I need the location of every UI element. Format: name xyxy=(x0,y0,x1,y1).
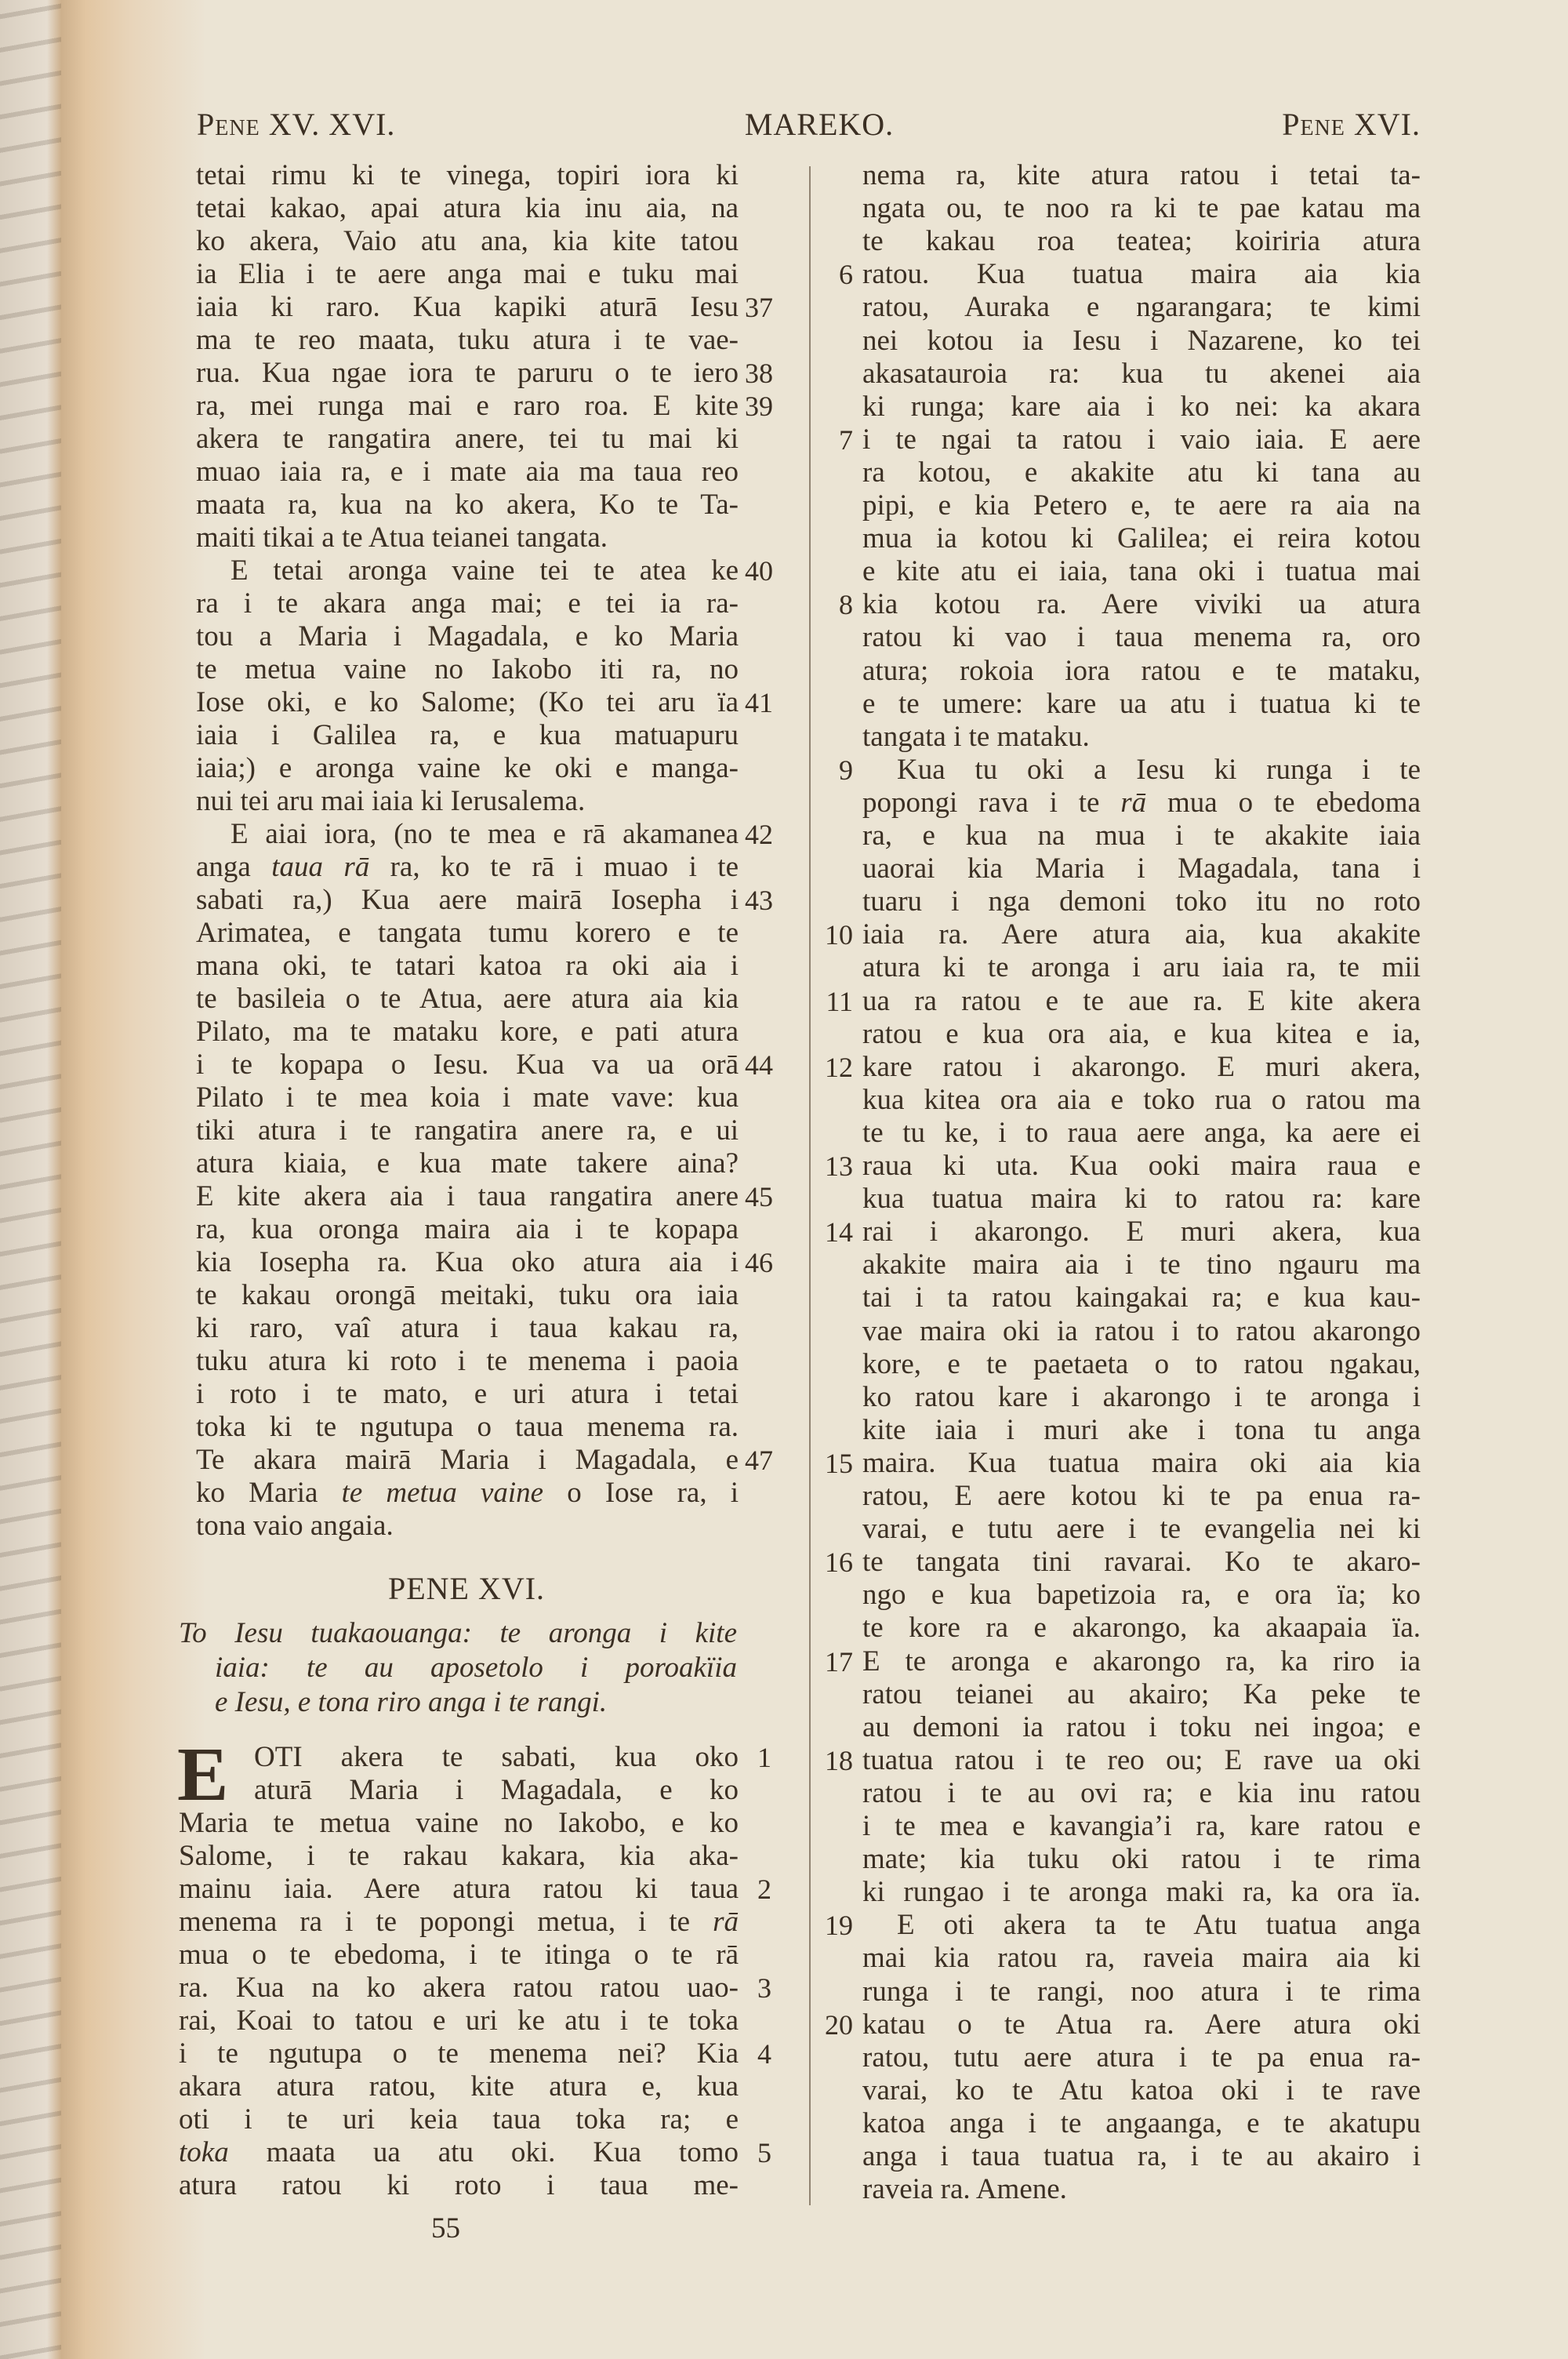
italic-text: te metua vaine xyxy=(341,1477,544,1509)
line-text: ra, mei runga mai e raro roa. E kite xyxy=(196,390,739,422)
line-text: te basileia o te Atua, aere atura aia kia xyxy=(196,983,739,1015)
line-text: tetai rimu ki te vinega, topiri iora ki xyxy=(196,159,739,191)
line-text: toka ki te ngutupa o taua menema ra. xyxy=(196,1411,739,1443)
line-text: tiki atura i te rangatira anere ra, e ui xyxy=(196,1114,739,1147)
line-text: ngo e kua bapetizoia ra, e ora ïa; ko xyxy=(862,1579,1421,1612)
line-text: raveia ra. Amene. xyxy=(862,2173,1067,2206)
verse-number: 8 xyxy=(839,589,853,621)
line-text: te tu ke, i to raua aere anga, ka aere ei xyxy=(862,1116,1421,1149)
line-text: nema ra, kite atura ratou i tetai ta- xyxy=(862,159,1421,191)
line-text: ra. Kua na ko akera ratou ratou uao- xyxy=(179,1972,739,2004)
verse-number: 41 xyxy=(745,687,773,718)
line-text: E aiai iora, (no te mea e rā akamanea xyxy=(230,818,739,850)
line-text xyxy=(196,851,739,884)
line-text: akara atura ratou, kite atura e, kua xyxy=(179,2070,739,2103)
line-text: varai, ko te Atu katoa oki i te rave xyxy=(862,2074,1421,2106)
verse-number: 18 xyxy=(825,1744,853,1776)
verse-number: 38 xyxy=(745,358,773,389)
line-text: oti i te uri keia taua toka ra; e xyxy=(179,2103,739,2135)
italic-text: taua rā xyxy=(271,851,370,883)
line-text: ia Elia i te aere anga mai e tuku mai xyxy=(196,258,739,290)
line-text: sabati ra,) Kua aere mairā Iosepha i xyxy=(196,884,739,916)
line-text: iaia ra. Aere atura aia, kua akakite xyxy=(862,918,1421,951)
line-text xyxy=(179,1906,739,1939)
chapter-summary-line: iaia: te au aposetolo i poroakïia xyxy=(215,1652,737,1684)
line-text: ngata ou, te noo ra ki te pae katau ma xyxy=(862,192,1421,225)
line-text: ratou, E aere kotou ki te pa enua ra- xyxy=(862,1480,1421,1512)
line-text: ratou, Auraka e ngarangara; te kimi xyxy=(862,291,1421,324)
text-segment: ra, ko te rā i muao i te xyxy=(369,851,739,883)
line-text: iaia ki raro. Kua kapiki aturā Iesu xyxy=(196,291,739,323)
line-text: ratou e kua ora aia, e kua kitea e ia, xyxy=(862,1017,1421,1050)
line-text: ra, e kua na mua i te akakite iaia xyxy=(862,820,1421,852)
verse-number: 16 xyxy=(825,1547,853,1579)
line-text: kua kitea ora aia e toko rua o ratou ma xyxy=(862,1083,1421,1116)
verse-number: 19 xyxy=(825,1910,853,1942)
line-text: i te mea e kavangia’i ra, kare ratou e xyxy=(862,1810,1421,1842)
verse-number: 3 xyxy=(757,1972,771,2004)
line-text: ratou teianei au akairo; Ka peke te xyxy=(862,1677,1421,1710)
line-text: ua ra ratou e te aue ra. E kite akera xyxy=(862,984,1421,1017)
line-text: runga i te rangi, noo atura i te rima xyxy=(862,1975,1421,2008)
line-text: katau o te Atua ra. Aere atura oki xyxy=(862,2008,1421,2041)
verse-number: 43 xyxy=(745,885,773,916)
line-text: nui tei aru mai iaia ki Ierusalema. xyxy=(196,785,586,817)
line-text: atura kiaia, e kua mate takere aina? xyxy=(196,1147,739,1180)
line-text: uaorai kia Maria i Magadala, tana i xyxy=(862,852,1421,885)
line-text: mua ia kotou ki Galilea; ei reira kotou xyxy=(862,522,1421,555)
line-text: ki rungao i te aronga maki ra, ka ora ïa. xyxy=(862,1876,1421,1909)
running-head-right xyxy=(1282,107,1421,143)
line-text: Iose oki, e ko Salome; (Ko tei aru ïa xyxy=(196,686,739,718)
line-text: ra kotou, e akakite atu ki tana au xyxy=(862,456,1421,489)
text-segment: menema ra i te popongi metua, i te xyxy=(179,1906,713,1938)
line-text: tuatua ratou i te reo ou; E rave ua oki xyxy=(862,1743,1421,1776)
line-text: mainu iaia. Aere atura ratou ki taua xyxy=(179,1873,739,1905)
line-text: ma te reo maata, tuku atura i te vae- xyxy=(196,324,739,356)
line-text: tuaru i nga demoni toko itu no roto xyxy=(862,885,1421,918)
verse-number: 14 xyxy=(825,1216,853,1249)
line-text: ki raro, vaî atura i taua kakau ra, xyxy=(196,1312,739,1344)
running-head-book-title: MAREKO. xyxy=(744,107,895,142)
line-text: tuku atura ki roto i te menema i paoia xyxy=(196,1345,739,1377)
verse-number: 4 xyxy=(757,2038,771,2070)
italic-text: rā xyxy=(1120,786,1147,819)
line-text: ratou ki vao i taua menema ra, oro xyxy=(862,621,1421,654)
line-text: maira. Kua tuatua maira oki aia kia xyxy=(862,1446,1421,1479)
line-text: rai i akarongo. E muri akera, kua xyxy=(862,1216,1421,1249)
line-text: mai kia ratou ra, raveia maira aia ki xyxy=(862,1942,1421,1975)
line-text: te metua vaine no Iakobo iti ra, no xyxy=(196,653,739,685)
line-text: tetai kakao, apai atura kia inu aia, na xyxy=(196,192,739,224)
line-text: Salome, i te rakau kakara, kia aka- xyxy=(179,1840,739,1872)
line-text: nei kotou ia Iesu i Nazarene, ko tei xyxy=(862,324,1421,357)
line-text: kare ratou i akarongo. E muri akera, xyxy=(862,1050,1421,1083)
italic-text: toka xyxy=(179,2136,229,2168)
line-text: ratou i te au ovi ra; e kia inu ratou xyxy=(862,1776,1421,1809)
line-text: te tangata tini ravarai. Ko te akaro- xyxy=(862,1546,1421,1579)
line-text: te kakau roa teatea; koiriria atura xyxy=(862,225,1421,258)
line-text: i te ngai ta ratou i vaio iaia. E aere xyxy=(862,423,1421,456)
verse-number: 20 xyxy=(825,2008,853,2041)
line-text: E kite akera aia i taua rangatira anere xyxy=(196,1180,739,1212)
verse-number: 40 xyxy=(745,555,773,587)
line-text: mua o te ebedoma, i te itinga o te rā xyxy=(179,1939,739,1971)
line-text: au demoni ia ratou i toku nei ingoa; e xyxy=(862,1710,1421,1743)
running-head-right-pene: Pene xyxy=(1282,107,1345,142)
line-text: E tetai aronga vaine tei te atea ke xyxy=(230,554,739,587)
text-segment: mua o te ebedoma xyxy=(1146,786,1421,819)
page-number: 55 xyxy=(431,2212,460,2245)
verse-number: 11 xyxy=(826,985,853,1017)
line-text: OTI akera te sabati, kua oko xyxy=(254,1741,739,1773)
line-text: tou a Maria i Magadala, e ko Maria xyxy=(196,620,739,652)
line-text: Arimatea, e tangata tumu korero e te xyxy=(196,917,739,949)
verse-number: 39 xyxy=(745,391,773,422)
verse-number: 12 xyxy=(825,1051,853,1083)
line-text: akasatauroia ra: kua tu akenei aia xyxy=(862,357,1421,390)
line-text: raua ki uta. Kua ooki maira raua e xyxy=(862,1150,1421,1182)
line-text: mate; kia tuku oki ratou i te rima xyxy=(862,1843,1421,1876)
line-text xyxy=(196,1477,739,1510)
line-text: kua tuatua maira ki to ratou ra: kare xyxy=(862,1183,1421,1216)
line-text: rua. Kua ngae iora te paruru o te iero xyxy=(196,357,739,389)
line-text: kia kotou ra. Aere viviki ua atura xyxy=(862,588,1421,621)
italic-text: rā xyxy=(713,1906,739,1938)
line-text: Pilato i te mea koia i mate vave: kua xyxy=(196,1081,739,1114)
running-head-left-chapters: XV. XVI. xyxy=(268,107,396,142)
verse-number: 6 xyxy=(839,259,853,291)
text-segment: ko Maria xyxy=(196,1477,342,1509)
verse-number: 7 xyxy=(839,423,853,456)
line-text: varai, e tutu aere i te evangelia nei ki xyxy=(862,1513,1421,1546)
line-text: aturā Maria i Magadala, e ko xyxy=(254,1774,739,1806)
line-text: maiti tikai a te Atua teianei tangata. xyxy=(196,522,608,554)
line-text: mana oki, te tatari katoa ra oki aia i xyxy=(196,950,739,982)
line-text: Kua tu oki a Iesu ki runga i te xyxy=(897,753,1421,786)
verse-number: 37 xyxy=(745,292,773,323)
verse-number: 17 xyxy=(825,1645,853,1677)
line-text: iaia;) e aronga vaine ke oki e manga- xyxy=(196,752,739,784)
line-text: ki runga; kare aia i ko nei: ka akara xyxy=(862,390,1421,423)
text-segment: maata ua atu oki. Kua tomo xyxy=(228,2136,739,2168)
chapter-heading: PENE XVI. xyxy=(387,1571,546,1606)
verse-number: 46 xyxy=(745,1247,773,1278)
verse-number: 9 xyxy=(839,754,853,786)
line-text: akera te rangatira anere, tei tu mai ki xyxy=(196,423,739,455)
line-text: Maria te metua vaine no Iakobo, e ko xyxy=(179,1807,739,1839)
line-text: tai i ta ratou kaingakai ra; e kua kau- xyxy=(862,1281,1421,1314)
chapter-summary-line: To Iesu tuakaouanga: te aronga i kite xyxy=(179,1617,737,1649)
verse-number: 10 xyxy=(825,919,853,951)
line-text: atura ratou ki roto i taua me- xyxy=(179,2169,739,2201)
verse-number: 42 xyxy=(745,819,773,850)
line-text: kia Iosepha ra. Kua oko atura aia i xyxy=(196,1246,739,1278)
verse-number: 13 xyxy=(825,1150,853,1182)
line-text: e kite atu ei iaia, tana oki i tuatua mai xyxy=(862,555,1421,588)
line-text: maata ra, kua na ko akera, Ko te Ta- xyxy=(196,489,739,521)
line-text: kore, e te paetaeta o to ratou ngakau, xyxy=(862,1347,1421,1380)
line-text xyxy=(862,787,1421,820)
running-head-left-pene: Pene xyxy=(197,107,260,142)
verse-number: 1 xyxy=(757,1742,771,1773)
column-divider xyxy=(809,166,811,2205)
line-text: pipi, e kia Petero e, te aere ra aia na xyxy=(862,489,1421,522)
line-text: Pilato, ma te mataku kore, e pati atura xyxy=(196,1016,739,1048)
line-text: tona vaio angaia. xyxy=(196,1510,394,1542)
running-head-right-chapter: XVI. xyxy=(1353,107,1421,142)
line-text: atura; rokoia iora ratou e te mataku, xyxy=(862,654,1421,687)
line-text: kite iaia i muri ake i tona tu anga xyxy=(862,1413,1421,1446)
text-segment: popongi rava i te xyxy=(862,786,1121,819)
text-segment: anga xyxy=(196,851,272,883)
verse-number: 47 xyxy=(745,1445,773,1476)
line-text: ratou. Kua tuatua maira aia kia xyxy=(862,258,1421,291)
line-text: ra i te akara anga mai; e tei ia ra- xyxy=(196,587,739,620)
running-head-left xyxy=(197,107,395,143)
line-text: i roto i te mato, e uri atura i tetai xyxy=(196,1378,739,1410)
verse-number: 5 xyxy=(757,2137,771,2168)
line-text: te kore ra e akarongo, ka akaapaia ïa. xyxy=(862,1612,1421,1645)
line-text: E te aronga e akarongo ra, ka riro ia xyxy=(862,1645,1421,1677)
drop-cap: E xyxy=(177,1732,229,1817)
line-text: anga i taua tuatua ra, i te au akairo i xyxy=(862,2140,1421,2172)
line-text: i te ngutupa o te menema nei? Kia xyxy=(179,2037,739,2070)
line-text xyxy=(179,2136,739,2169)
line-text: vae maira oki ia ratou i to ratou akarongo xyxy=(862,1314,1421,1347)
line-text: ko akera, Vaio atu ana, kia kite tatou xyxy=(196,225,739,257)
line-text: tangata i te mataku. xyxy=(862,720,1090,753)
line-text: e te umere: kare ua atu i tuatua ki te xyxy=(862,687,1421,720)
line-text: ra, kua oronga maira aia i te kopapa xyxy=(196,1213,739,1245)
line-text: Te akara mairā Maria i Magadala, e xyxy=(196,1444,739,1476)
text-segment: o Iose ra, i xyxy=(543,1477,739,1509)
line-text: iaia i Galilea ra, e kua matuapuru xyxy=(196,719,739,751)
chapter-summary-line: e Iesu, e tona riro anga i te rangi. xyxy=(215,1686,608,1718)
line-text: akakite maira aia i te tino ngauru ma xyxy=(862,1249,1421,1281)
line-text: te kakau orongā meitaki, tuku ora iaia xyxy=(196,1279,739,1311)
line-text: i te kopapa o Iesu. Kua va ua orā xyxy=(196,1049,739,1081)
line-text: muao iaia ra, e i mate aia ma taua reo xyxy=(196,456,739,488)
verse-number: 2 xyxy=(757,1874,771,1905)
verse-number: 45 xyxy=(745,1181,773,1212)
line-text: E oti akera ta te Atu tuatua anga xyxy=(897,1909,1421,1942)
verse-number: 15 xyxy=(825,1447,853,1479)
line-text: ratou, tutu aere atura i te pa enua ra- xyxy=(862,2041,1421,2074)
line-text: katoa anga i te angaanga, e te akatupu xyxy=(862,2106,1421,2139)
line-text: atura ki te aronga i aru iaia ra, te mii xyxy=(862,951,1421,984)
previous-page-edge xyxy=(0,0,61,2359)
verse-number: 44 xyxy=(745,1049,773,1081)
line-text: ko ratou kare i akarongo i te aronga i xyxy=(862,1380,1421,1413)
line-text: rai, Koai to tatou e uri ke atu i te toka xyxy=(179,2005,739,2037)
